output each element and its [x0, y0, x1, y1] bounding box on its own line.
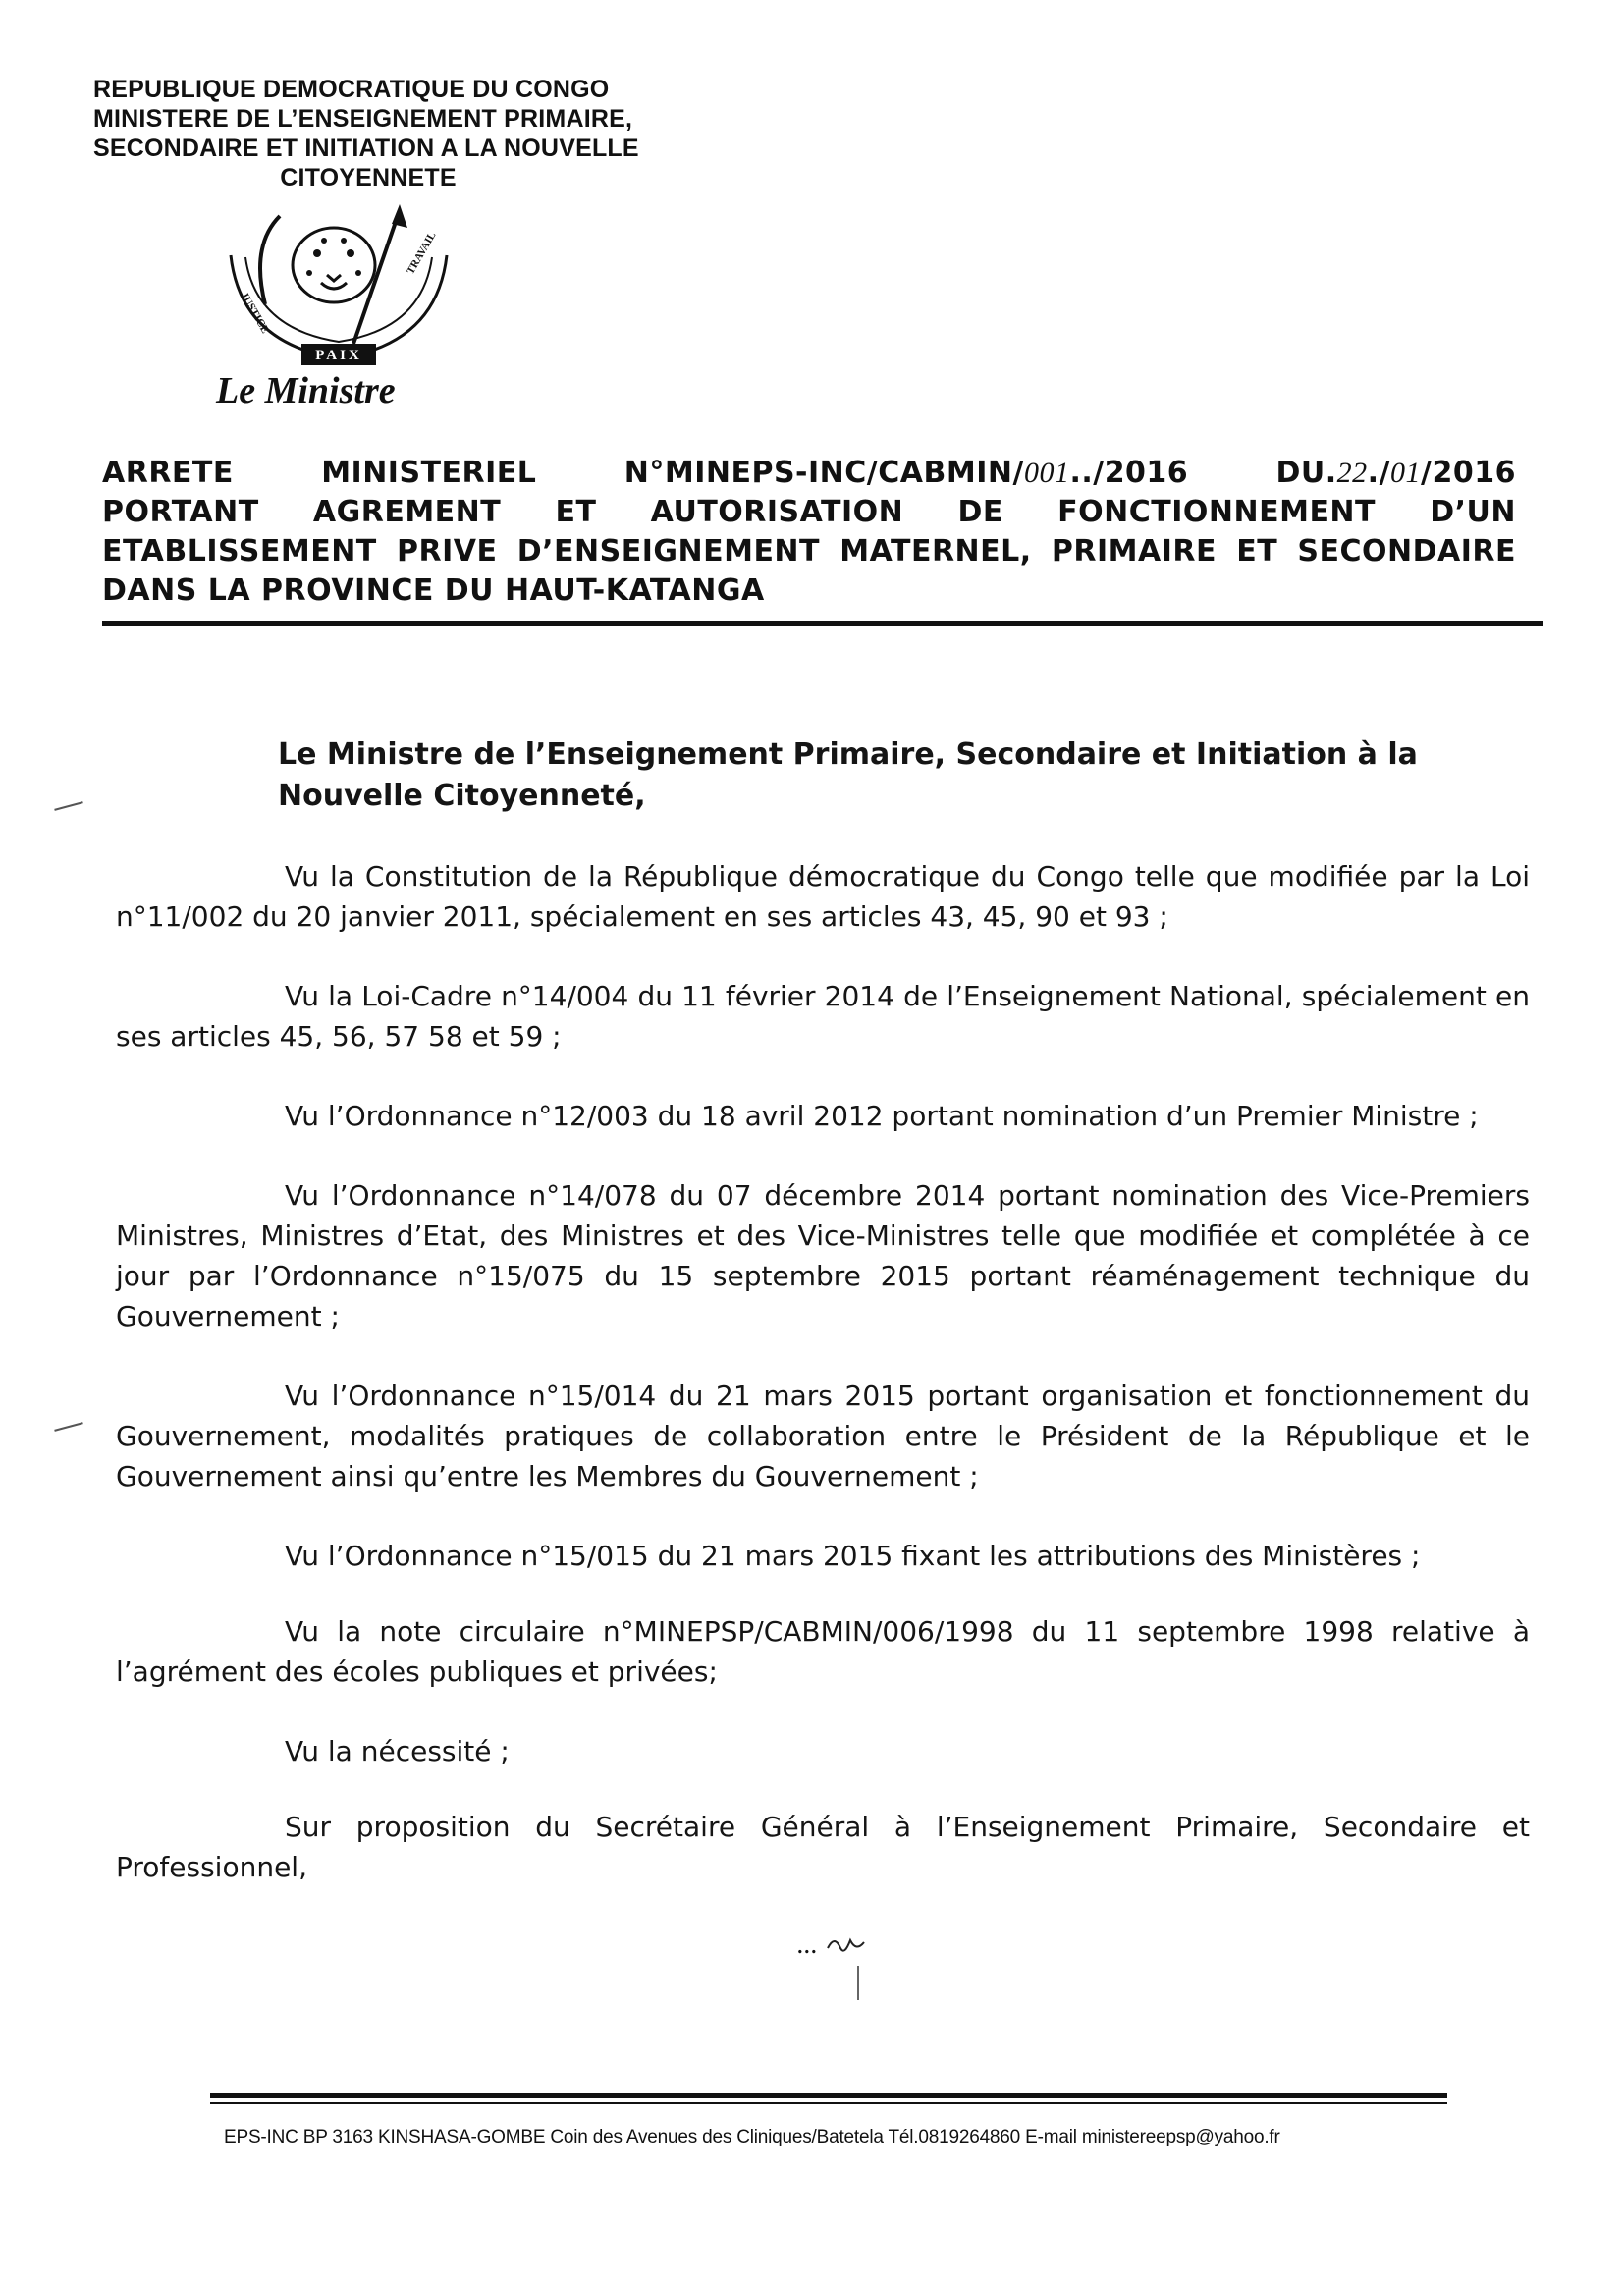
considerant-necessite: Vu la nécessité ; — [285, 1735, 510, 1767]
initials-handwritten — [823, 1926, 872, 2005]
considerant-note-circulaire: Vu la note circulaire n°MINEPSP/CABMIN/006/1998 du 11 septembre 1998 relative à l’agrément des écoles publiques et privées; — [116, 1615, 1530, 1688]
footer-address: EPS-INC BP 3163 KINSHASA-GOMBE Coin des Avenues des Cliniques/Batetela Tél.0819264860 E-mail ministereepsp@yahoo.fr — [224, 2127, 1280, 2147]
footer-rule-thin — [210, 2102, 1447, 2104]
considerant-attributions: Vu l’Ordonnance n°15/015 du 21 mars 2015 fixant les attributions des Ministères ; — [285, 1540, 1421, 1572]
decree-date-day: 22 — [1336, 457, 1368, 489]
considerant-premier-ministre: Vu l’Ordonnance n°12/003 du 18 avril 2012 portant nomination d’un Premier Ministre ; — [285, 1100, 1479, 1132]
decree-date-prefix: DU. — [1275, 456, 1337, 490]
decree-title-line4: DANS LA PROVINCE DU HAUT-KATANGA — [102, 573, 765, 608]
considerant-vice-premiers: Vu l’Ordonnance n°14/078 du 07 décembre 2014 portant nomination des Vice-Premiers Ministres, Ministres d’Etat, des Ministres et des Vice-Ministres telle que modifiée et complétée à ce jour par l’Ordonnance n°15/075 du 15 septembre 2015 portant réaménagement technique du Gouvernement ; — [116, 1179, 1530, 1332]
letterhead-line-country: REPUBLIQUE DEMOCRATIQUE DU CONGO — [93, 76, 610, 103]
emblem-motto-paix: PAIX — [315, 348, 362, 363]
considerant-organisation-gouvernement: Vu l’Ordonnance n°15/014 du 21 mars 2015 portant organisation et fonctionnement du Gouvernement, modalités pratiques de collaboration entre le Président de la République et le Gouvernement ainsi qu’entre les Membres du Gouvernement ; — [116, 1380, 1530, 1492]
addressee-heading: Le Ministre de l’Enseignement Primaire, Secondaire et Initiation à la Nouvelle Citoyenneté, — [278, 737, 1418, 813]
decree-date-month: 01 — [1390, 457, 1422, 489]
coat-of-arms-emblem — [211, 196, 466, 383]
decree-word-arrete: ARRETE — [102, 456, 234, 490]
emblem-motto-justice: JUSTICE — [238, 290, 272, 336]
decree-date-sep: ./ — [1367, 456, 1391, 490]
considerant-loi-cadre: Vu la Loi-Cadre n°14/004 du 11 février 2014 de l’Enseignement National, spécialement en ses articles 45, 56, 57 58 et 59 ; — [116, 980, 1530, 1053]
considerant-proposition: Sur proposition du Secrétaire Général à l’Enseignement Primaire, Secondaire et Professionnel, — [116, 1811, 1530, 1883]
decree-title-line2: PORTANT AGREMENT ET AUTORISATION DE FONCTIONNEMENT D’UN — [102, 495, 1516, 529]
letterhead — [93, 75, 722, 192]
decree-number — [624, 454, 1188, 493]
letterhead-line-ministry: MINISTERE DE L’ENSEIGNEMENT PRIMAIRE, — [93, 105, 633, 133]
letterhead-line-ministry-cont: SECONDAIRE ET INITIATION A LA NOUVELLE — [93, 135, 639, 162]
decree-title — [102, 454, 1516, 611]
emblem-motto-travail: TRAVAIL — [405, 230, 439, 277]
considerant-constitution: Vu la Constitution de la République démocratique du Congo telle que modifiée par la Loi n°11/002 du 20 janvier 2011, spécialement en ses articles 43, 45, 90 et 93 ; — [116, 860, 1530, 933]
title-divider-rule — [102, 621, 1543, 626]
margin-punch-mark — [54, 1422, 82, 1432]
decree-title-line1 — [102, 454, 1516, 493]
decree-number-prefix: N°MINEPS-INC/CABMIN/ — [623, 456, 1024, 490]
decree-date — [1276, 454, 1516, 493]
decree-word-ministeriel: MINISTERIEL — [321, 456, 537, 490]
letterhead-line-citizenship: CITOYENNETE — [280, 164, 457, 191]
decree-number-handwritten: 001 — [1023, 457, 1070, 489]
continuation-mark: ... — [797, 1929, 818, 1960]
decree-date-year: /2016 — [1421, 456, 1516, 490]
decree-title-line3: ETABLISSEMENT PRIVE D’ENSEIGNEMENT MATERNEL, PRIMAIRE ET SECONDAIRE — [102, 534, 1516, 569]
decree-number-year: ../2016 — [1069, 456, 1189, 490]
footer-rule-thick — [210, 2093, 1447, 2098]
margin-punch-mark — [54, 801, 82, 811]
decree-body — [116, 734, 1530, 1926]
minister-signature-title: Le Ministre — [216, 370, 396, 411]
